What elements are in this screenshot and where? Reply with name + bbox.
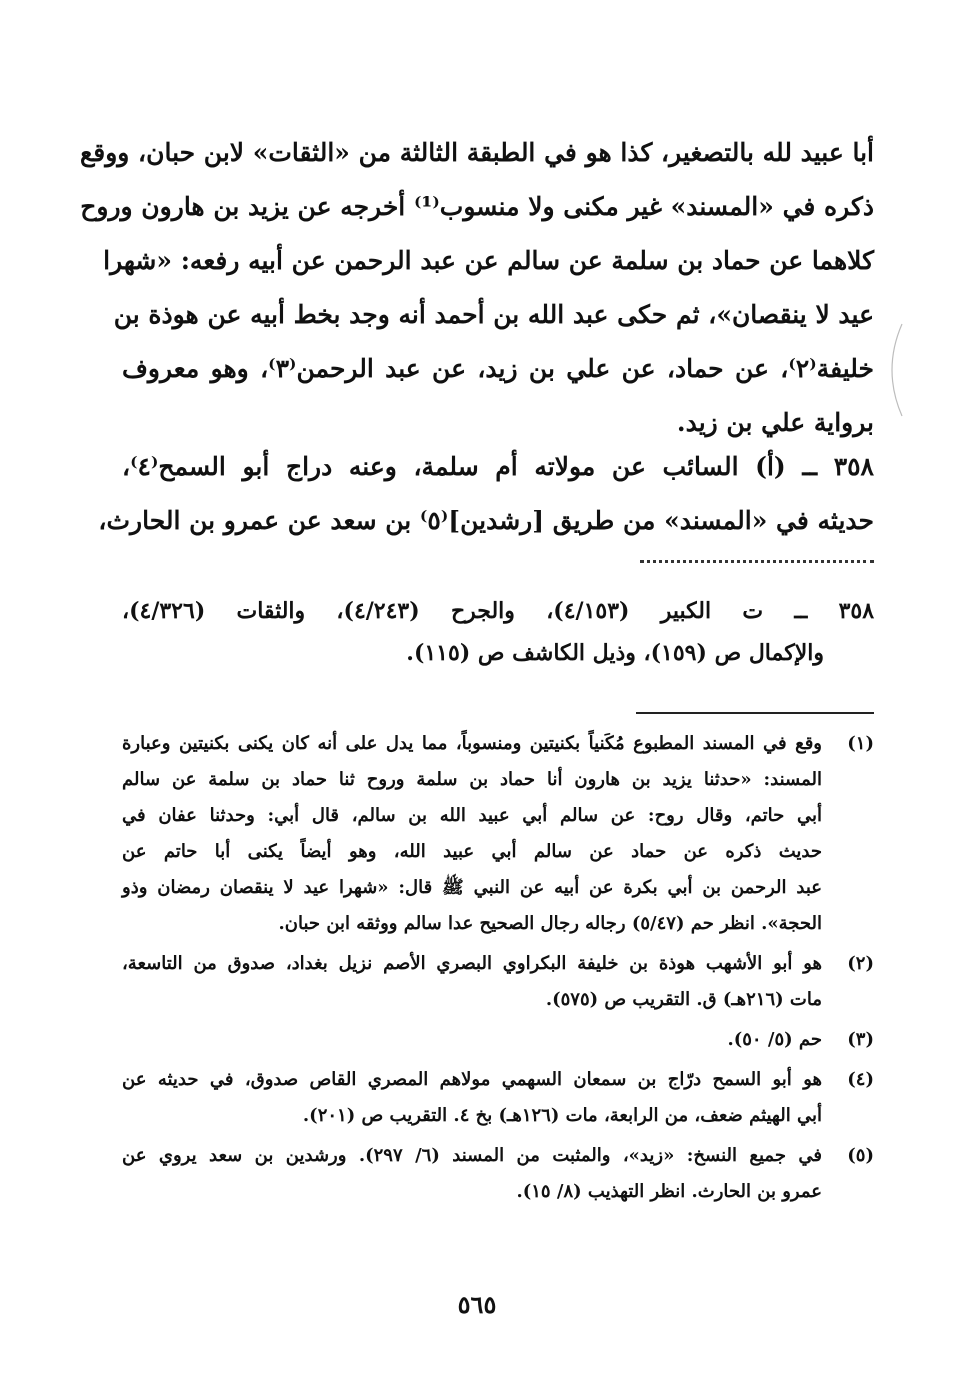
- footnote-line: أبي حاتم، وقال روح: عن سالم أبي عبيد الله بن سالم، قال أبي: وحدثنا عفان في: [122, 805, 822, 826]
- page-number: ٥٦٥: [457, 1290, 497, 1319]
- footnote: [122, 1138, 874, 1210]
- footnote-line: عمرو بن الحارث. انظر التهذيب (٨/ ١٥).: [516, 1181, 822, 1202]
- source-reference-line: والإكمال ص (١٥٩)، وذيل الكاشف ص (١١٥).: [406, 640, 824, 666]
- footnote-line: وقع في المسند المطبوع مُكَنياً بكنيتين ومنسوباً، مما يدل على أنه كان يكنى بكنيتين وعبارة: [122, 733, 822, 754]
- source-reference-line: ٣٥٨ ــ ت الكبير (٤/١٥٣)، والجرح (٤/٢٤٣)، والثقات (٤/٣٢٦)،: [122, 598, 875, 624]
- footnote: [122, 946, 874, 1018]
- footnote-number: (٣): [847, 1029, 874, 1050]
- entry-358: [98, 440, 874, 548]
- footnote-text: [122, 1062, 822, 1134]
- footnote-line: هو أبو الأشهب هوذة بن خليفة البكراوي البصري الأصم نزيل بغداد، صدوق من التاسعة،: [122, 953, 822, 974]
- footnote-text: [122, 946, 822, 1018]
- footnote-line: مات (٢١٦هـ) ق. التقريب ص (٥٧٥).: [545, 989, 822, 1010]
- footnote-number: (٥): [847, 1145, 874, 1166]
- footnote-number: (٢): [847, 953, 874, 974]
- main-paragraph-line: أبا عبيد لله بالتصغير، كذا هو في الطبقة الثالثة من «الثقات» لابن حبان، ووقع: [79, 138, 874, 167]
- footnote-line: أبي الهيثم ضعف، من الرابعة، مات (١٢٦هـ) بخ ٤. التقريب ص (٢٠١).: [302, 1105, 822, 1126]
- main-paragraph-line: عيد لا ينقصان»، ثم حكى عبد الله بن أحمد أنه وجد بخط أبيه عن هوذة بن: [113, 300, 874, 329]
- footnote-text: [122, 1138, 822, 1210]
- footnote-line: الحجة». انظر حم (٥/٤٧) رجاله رجال الصحيح عدا سالم ووثقه ابن حبان.: [278, 913, 822, 934]
- footnote-line: حم (٥/ ٥٠).: [727, 1029, 822, 1050]
- footnote-text: [122, 726, 822, 942]
- footnote-line: المسند: «حدثنا يزيد بن هارون أنا حماد بن سلمة وروح ثنا حماد بن سلمة عن سالم: [122, 769, 822, 790]
- footnote-line: حديث ذكره عن حماد عن سالم أبي عبيد الله، وهو أيضاً يكنى أبا حاتم عن: [122, 841, 822, 862]
- main-paragraph-line: برواية علي بن زيد.: [676, 408, 874, 437]
- footnotes: [122, 726, 874, 1214]
- main-paragraph-line: ذكره في «المسند» غير مكنى ولا منسوب⁽¹⁾ أخرجه عن يزيد بن هارون وروح: [80, 192, 874, 221]
- footnote-text: [122, 1022, 822, 1058]
- main-paragraph-line: خليفة⁽٢⁾، عن حماد، عن علي بن زيد، عن عبد الرحمن⁽٣⁾، وهو معروف: [122, 354, 875, 383]
- footnote-line: هو أبو السمح درّاج بن سمعان السهمي مولاهم المصري القاص صدوق، في حديثه عن: [122, 1069, 822, 1090]
- footnote-line: في جميع النسخ: «زيد»، والمثبت من المسند (٦/ ٢٩٧). ورشدين بن سعد يروي عن: [122, 1145, 822, 1166]
- footnote-separator: [636, 712, 874, 714]
- footnote-number: (١): [847, 733, 874, 754]
- footnote: [122, 1062, 874, 1134]
- footnote: [122, 726, 874, 942]
- page-edge-curve: [880, 320, 910, 420]
- source-references: [122, 590, 874, 674]
- dotted-divider: [640, 560, 874, 563]
- main-paragraph: [79, 126, 875, 450]
- main-paragraph-line: كلاهما عن حماد بن سلمة عن سالم عن عبد الرحمن عن أبيه رفعه: «شهرا: [103, 246, 874, 275]
- footnote: [122, 1022, 874, 1058]
- entry-358-line: حديثه في «المسند» من طريق [رشدين]⁽٥⁾ بن سعد عن عمرو بن الحارث،: [98, 506, 874, 535]
- footnote-number: (٤): [847, 1069, 874, 1090]
- footnote-line: عبد الرحمن بن أبي بكرة عن أبيه عن النبي ﷺ قال: «شهرا عيد لا ينقصان رمضان وذو: [122, 877, 822, 898]
- entry-358-line: ٣٥٨ ــ (أ) السائب عن مولاته أم سلمة، وعنه دراج أبو السمح⁽٤⁾،: [122, 452, 874, 481]
